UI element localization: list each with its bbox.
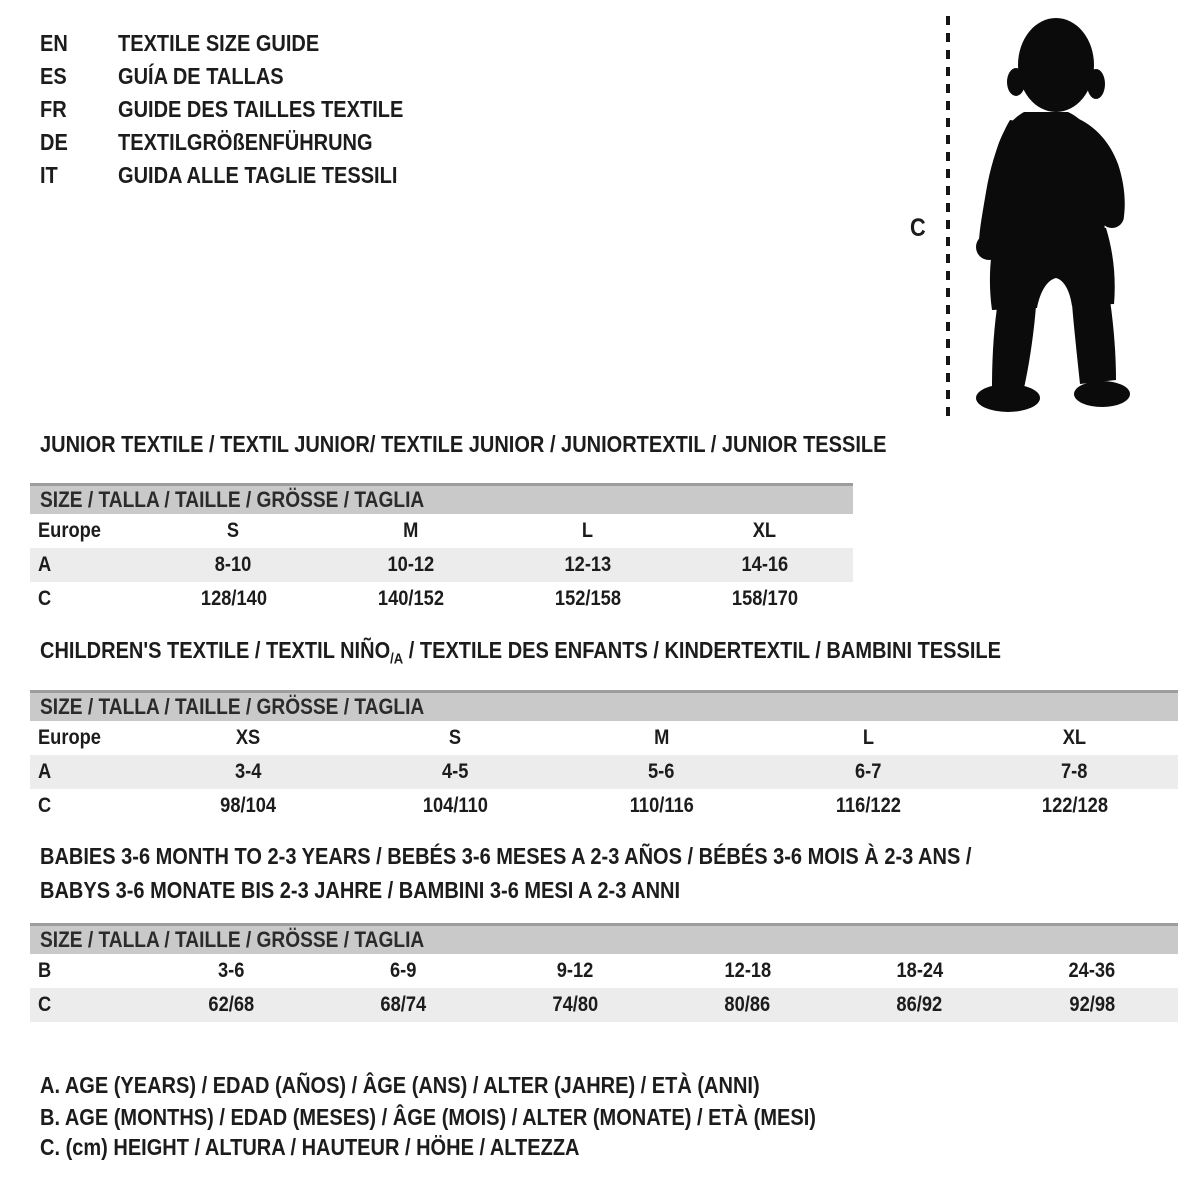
size-cell: 12-18 xyxy=(724,959,771,982)
size-cell: 18-24 xyxy=(896,959,944,982)
table-row-height xyxy=(30,582,853,616)
table-row-months xyxy=(30,954,1178,988)
size-cell: 10-12 xyxy=(387,553,434,576)
size-header-bar: SIZE / TALLA / TAILLE / GRÖSSE / TAGLIA xyxy=(30,923,1178,954)
table-row-europe xyxy=(30,721,1178,755)
language-row-es xyxy=(40,60,446,93)
size-header-bar: SIZE / TALLA / TAILLE / GRÖSSE / TAGLIA xyxy=(30,483,853,514)
size-cell: 5-6 xyxy=(648,760,675,783)
size-cell: 128/140 xyxy=(200,587,267,610)
row-label: C xyxy=(38,587,52,610)
size-cell: L xyxy=(862,726,874,749)
language-row-fr xyxy=(40,93,446,126)
size-cell: 116/122 xyxy=(835,794,901,817)
size-cell: 3-6 xyxy=(217,959,245,982)
size-cell: 74/80 xyxy=(552,993,599,1016)
size-cell: 80/86 xyxy=(724,993,771,1016)
row-label: Europe xyxy=(38,519,101,542)
language-row-it xyxy=(40,159,446,192)
footnote-a: A. AGE (YEARS) / EDAD (AÑOS) / ÂGE (ANS) / ALTER (JAHRE) / ETÀ (ANNI) xyxy=(40,1072,760,1098)
size-cell: 104/110 xyxy=(422,794,488,817)
language-label: GUÍA DE TALLAS xyxy=(118,63,284,89)
babies-size-table xyxy=(30,923,1178,1022)
junior-size-table xyxy=(30,483,853,616)
size-cell: 122/128 xyxy=(1041,794,1108,817)
language-code: EN xyxy=(40,30,68,56)
size-header-bar: SIZE / TALLA / TAILLE / GRÖSSE / TAGLIA xyxy=(30,690,1178,721)
size-cell: L xyxy=(581,519,594,542)
language-label: GUIDE DES TAILLES TEXTILE xyxy=(118,96,404,122)
height-measure-line xyxy=(946,16,950,416)
size-cell: 14-16 xyxy=(741,553,788,576)
junior-section-title: JUNIOR TEXTILE / TEXTIL JUNIOR/ TEXTILE JUNIOR / JUNIORTEXTIL / JUNIOR TESSILE xyxy=(40,431,887,457)
row-label: A xyxy=(38,553,52,576)
size-cell: 62/68 xyxy=(208,993,254,1016)
size-cell: S xyxy=(448,726,461,749)
size-cell: 24-36 xyxy=(1068,959,1116,982)
size-cell: XL xyxy=(1062,726,1087,749)
size-cell: 86/92 xyxy=(896,993,943,1016)
size-cell: S xyxy=(227,519,240,542)
size-cell: XL xyxy=(752,519,777,542)
title-subscript: /A xyxy=(390,650,404,668)
size-cell: 110/116 xyxy=(629,794,694,817)
children-section-title: CHILDREN'S TEXTILE / TEXTIL $NIÑO_{/A}$ / TEXTILE DES ENFANTS / KINDERTEXTIL / BAMBINI TESSILE xyxy=(40,637,1001,668)
table-row-age xyxy=(30,755,1178,789)
size-cell: 4-5 xyxy=(441,760,469,783)
language-label: TEXTILGRÖßENFÜHRUNG xyxy=(118,129,373,155)
language-row-de xyxy=(40,126,446,159)
language-label: GUIDA ALLE TAGLIE TESSILI xyxy=(118,162,398,188)
size-cell: 12-13 xyxy=(564,553,611,576)
size-cell: 92/98 xyxy=(1069,993,1115,1016)
size-cell: 98/104 xyxy=(220,794,277,817)
language-code: ES xyxy=(40,63,67,89)
size-cell: 7-8 xyxy=(1061,760,1088,783)
size-cell: 140/152 xyxy=(377,587,444,610)
row-label: B xyxy=(38,959,52,982)
footnote-b: B. AGE (MONTHS) / EDAD (MESES) / ÂGE (MOIS) / ALTER (MONATE) / ETÀ (MESI) xyxy=(40,1104,816,1130)
language-code: FR xyxy=(40,96,67,122)
row-label: C xyxy=(38,993,52,1016)
size-cell: 3-4 xyxy=(235,760,262,783)
children-size-table xyxy=(30,690,1178,823)
table-row-height xyxy=(30,789,1178,823)
row-label: A xyxy=(38,760,52,783)
language-row-en xyxy=(40,27,446,60)
size-cell: 8-10 xyxy=(215,553,252,576)
size-cell: 158/170 xyxy=(731,587,798,610)
height-marker-label: C xyxy=(910,214,926,242)
language-code: IT xyxy=(40,162,58,188)
size-cell: 68/74 xyxy=(380,993,427,1016)
language-legend xyxy=(40,27,446,192)
table-row-europe xyxy=(30,514,853,548)
toddler-silhouette xyxy=(960,16,1138,418)
size-cell: M xyxy=(653,726,670,749)
size-cell: 152/158 xyxy=(554,587,621,610)
babies-section-title-line1: BABIES 3-6 MONTH TO 2-3 YEARS / BEBÉS 3-6 MESES A 2-3 AÑOS / BÉBÉS 3-6 MOIS À 2-3 ANS / xyxy=(40,843,972,869)
size-cell: 9-12 xyxy=(557,959,594,982)
size-cell: M xyxy=(402,519,419,542)
row-label: Europe xyxy=(38,726,101,749)
row-label: C xyxy=(38,794,52,817)
babies-section-title-line2: BABYS 3-6 MONATE BIS 2-3 JAHRE / BAMBINI 3-6 MESI A 2-3 ANNI xyxy=(40,877,681,903)
size-cell: 6-9 xyxy=(390,959,417,982)
footnote-c: C. (cm) HEIGHT / ALTURA / HAUTEUR / HÖHE / ALTEZZA xyxy=(40,1134,580,1160)
size-cell: XS xyxy=(236,726,261,749)
language-code: DE xyxy=(40,129,68,155)
toddler-silhouette-image xyxy=(960,16,1138,418)
table-row-height xyxy=(30,988,1178,1022)
size-cell: 6-7 xyxy=(854,760,882,783)
language-label: TEXTILE SIZE GUIDE xyxy=(118,30,320,56)
table-row-age xyxy=(30,548,853,582)
